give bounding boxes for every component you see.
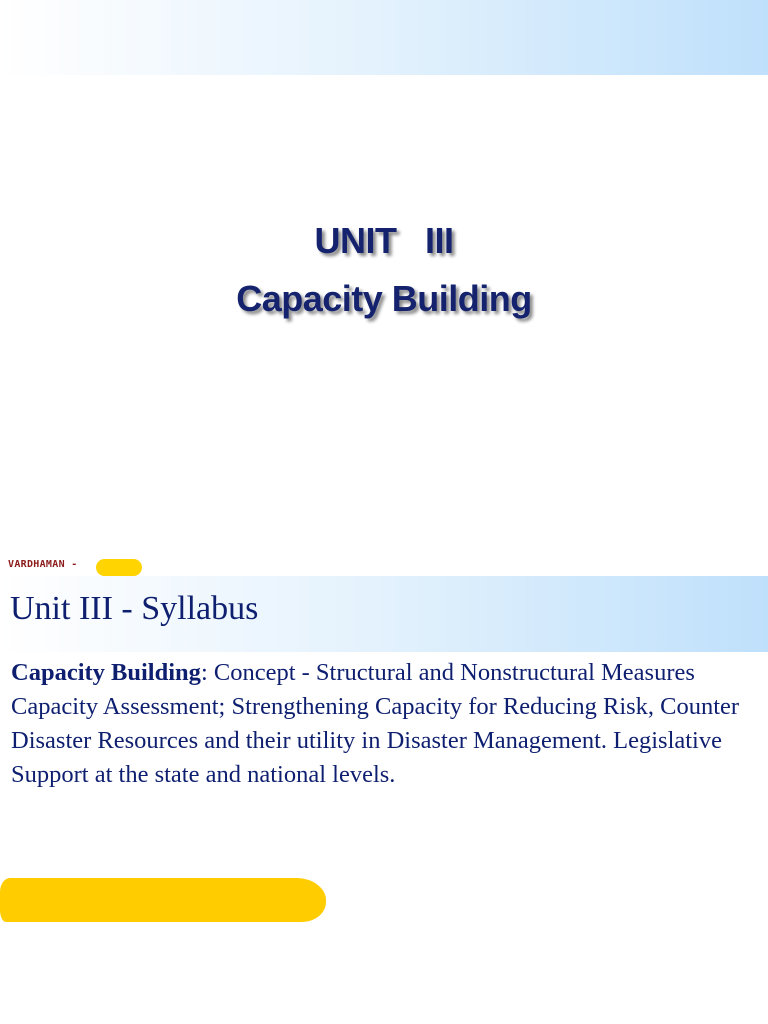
redaction-highlight-large (0, 878, 326, 922)
slide-title-topic: Capacity Building (236, 278, 532, 319)
footer-brand-label: VARDHAMAN - (8, 559, 78, 570)
syllabus-text: : Concept - Structural and Nonstructural Measures Capacity Assessment; Strengthening Capacity for Reducing Risk, Counter Disaster Resources and their utility in Disaster Management. Legislative Support at the state and national levels. (11, 659, 740, 788)
syllabus-heading: Unit III - Syllabus (10, 590, 259, 627)
slide-title (0, 212, 768, 328)
redaction-highlight-small (96, 559, 142, 576)
syllabus-body (11, 656, 763, 792)
slide-title-unit: UNIT III (314, 220, 454, 261)
top-header-band (0, 0, 768, 75)
syllabus-lead: Capacity Building (11, 659, 201, 686)
